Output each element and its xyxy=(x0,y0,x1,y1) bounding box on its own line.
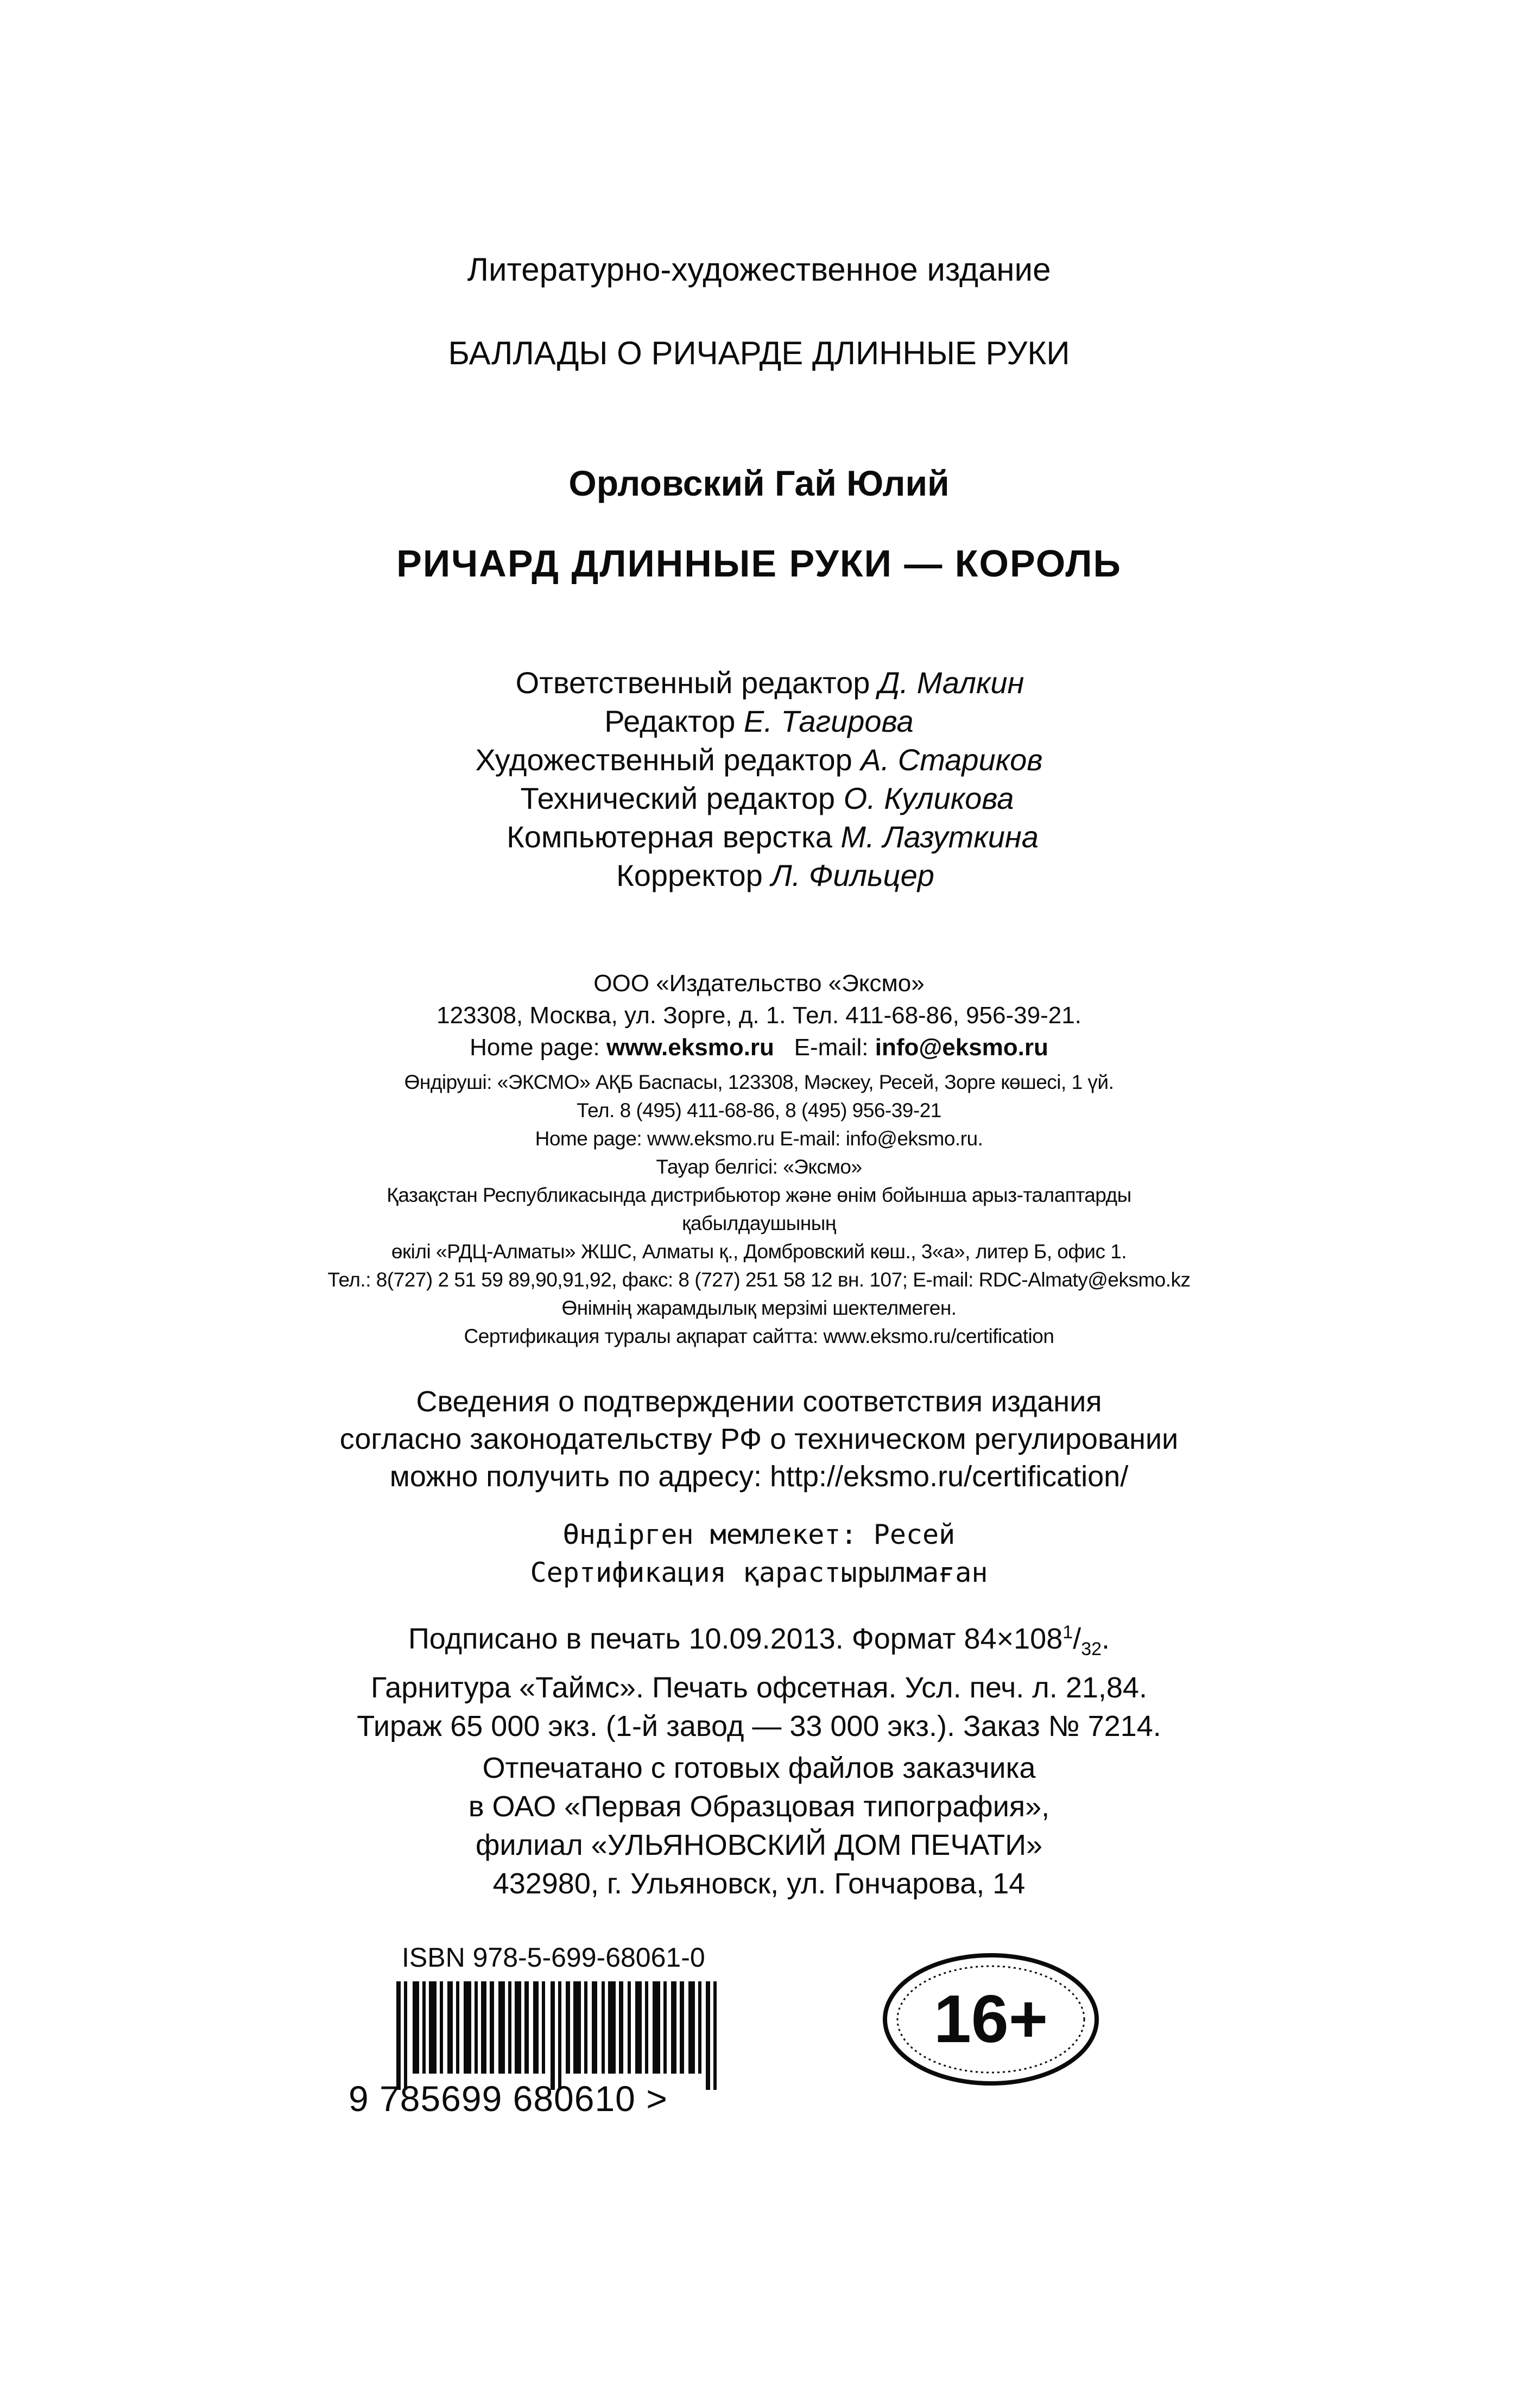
credit-person: О. Куликова xyxy=(843,781,1014,815)
publisher-name: ООО «Издательство «Эксмо» xyxy=(593,970,925,997)
credit-role: Технический редактор xyxy=(520,781,835,815)
credit-person: М. Лазуткина xyxy=(840,820,1039,854)
credit-line xyxy=(0,702,1518,740)
kazakh-line: Өндіруші: «ЭКСМО» АҚБ Баспасы, 123308, Мәскеу, Ресей, Зорге көшесі, 1 үй. xyxy=(404,1071,1114,1093)
age-rating-text: 16+ xyxy=(933,1982,1048,2057)
printer-block xyxy=(0,1749,1518,1903)
kazakh-line: Тел.: 8(727) 2 51 59 89,90,91,92, факс: 8 (727) 251 58 12 вн. 107; E-mail: RDC-Almaty@eksmo.kz xyxy=(327,1269,1191,1291)
kazakh-cert-block xyxy=(0,1516,1518,1592)
certification-line: согласно законодательству РФ о техническом регулировании xyxy=(339,1423,1179,1455)
kazakh-line: Тауар белгісі: «Эксмо» xyxy=(656,1156,862,1178)
kazakh-cert-line: Өндірген мемлекет: Ресей xyxy=(562,1519,956,1550)
kazakh-line: Өнімнің жарамдылық мерзімі шектелмеген. xyxy=(561,1297,957,1319)
book-title: РИЧАРД ДЛИННЫЕ РУКИ — КОРОЛЬ xyxy=(396,542,1122,585)
home-label: Home page: xyxy=(470,1034,607,1061)
age-rating-badge-icon xyxy=(877,1949,1105,2090)
credit-person: А. Стариков xyxy=(861,743,1043,777)
barcode-icon xyxy=(396,1981,749,2090)
kazakh-line: өкілі «РДЦ-Алматы» ЖШС, Алматы қ., Домбровский көш., 3«а», литер Б, офис 1. xyxy=(391,1240,1127,1263)
barcode-digits: 9 785699 680610 > xyxy=(349,2079,668,2119)
credit-line xyxy=(0,856,1518,895)
edition-type: Литературно-художественное издание xyxy=(467,251,1051,288)
kazakh-line: Тел. 8 (495) 411-68-86, 8 (495) 956-39-21 xyxy=(577,1099,941,1121)
credit-line xyxy=(0,818,1518,856)
certification-block xyxy=(0,1383,1518,1496)
credit-line xyxy=(0,663,1518,702)
credit-role: Корректор xyxy=(616,858,763,892)
home-link[interactable]: www.eksmo.ru xyxy=(606,1034,774,1061)
printer-line: филиал «УЛЬЯНОВСКИЙ ДОМ ПЕЧАТИ» xyxy=(475,1829,1043,1861)
kazakh-line: Қазақстан Республикасында дистрибьютор және өнім бойынша арыз-талаптарды xyxy=(387,1184,1131,1206)
credits-block xyxy=(0,663,1518,895)
kazakh-line: Сертификация туралы ақпарат сайтта: www.eksmo.ru/certification xyxy=(464,1325,1054,1347)
certification-line: Сведения о подтверждении соответствия издания xyxy=(416,1385,1102,1418)
kazakh-line: қабылдаушының xyxy=(682,1212,836,1234)
publisher-address: 123308, Москва, ул. Зорге, д. 1. Тел. 411-68-86, 956-39-21. xyxy=(437,1002,1081,1029)
credit-role: Редактор xyxy=(604,704,736,738)
publisher-block xyxy=(0,967,1518,1063)
credit-person: Е. Тагирова xyxy=(743,704,914,738)
email-link[interactable]: info@eksmo.ru xyxy=(875,1034,1048,1061)
credit-person: Д. Малкин xyxy=(878,666,1024,700)
kazakh-info-block xyxy=(0,1068,1518,1351)
printer-line: 432980, г. Ульяновск, ул. Гончарова, 14 xyxy=(492,1867,1026,1900)
printer-line: Отпечатано с готовых файлов заказчика xyxy=(482,1752,1036,1784)
credit-line xyxy=(0,779,1518,818)
print-info-block xyxy=(0,1613,1518,1746)
credit-person: Л. Фильцер xyxy=(771,858,934,892)
certification-line: можно получить по адресу: http://eksmo.ru/certification/ xyxy=(389,1460,1129,1493)
kazakh-line: Home page: www.eksmo.ru E-mail: info@eksmo.ru. xyxy=(535,1127,983,1150)
credit-line xyxy=(0,740,1518,779)
credit-role: Художественный редактор xyxy=(475,743,852,777)
series-title: БАЛЛАДЫ О РИЧАРДЕ ДЛИННЫЕ РУКИ xyxy=(448,335,1070,371)
publisher-contacts xyxy=(0,1031,1518,1063)
isbn-label: ISBN 978-5-699-68061-0 xyxy=(402,1942,705,1973)
author-name: Орловский Гай Юлий xyxy=(568,463,950,503)
typeface-line: Гарнитура «Таймс». Печать офсетная. Усл. печ. л. 21,84. xyxy=(371,1671,1147,1704)
credit-role: Ответственный редактор xyxy=(515,666,870,700)
signed-to-print-line: Подписано в печать 10.09.2013. Формат $84\times 108^1/_{32}$. xyxy=(408,1622,1110,1659)
email-label: E-mail: xyxy=(794,1034,875,1061)
print-run-line: Тираж 65 000 экз. (1-й завод — 33 000 экз.). Заказ № 7214. xyxy=(357,1709,1161,1742)
printer-line: в ОАО «Первая Образцовая типография», xyxy=(468,1790,1050,1823)
kazakh-cert-line: Сертификация қарастырылмаған xyxy=(530,1557,988,1588)
credit-role: Компьютерная верстка xyxy=(507,820,832,854)
